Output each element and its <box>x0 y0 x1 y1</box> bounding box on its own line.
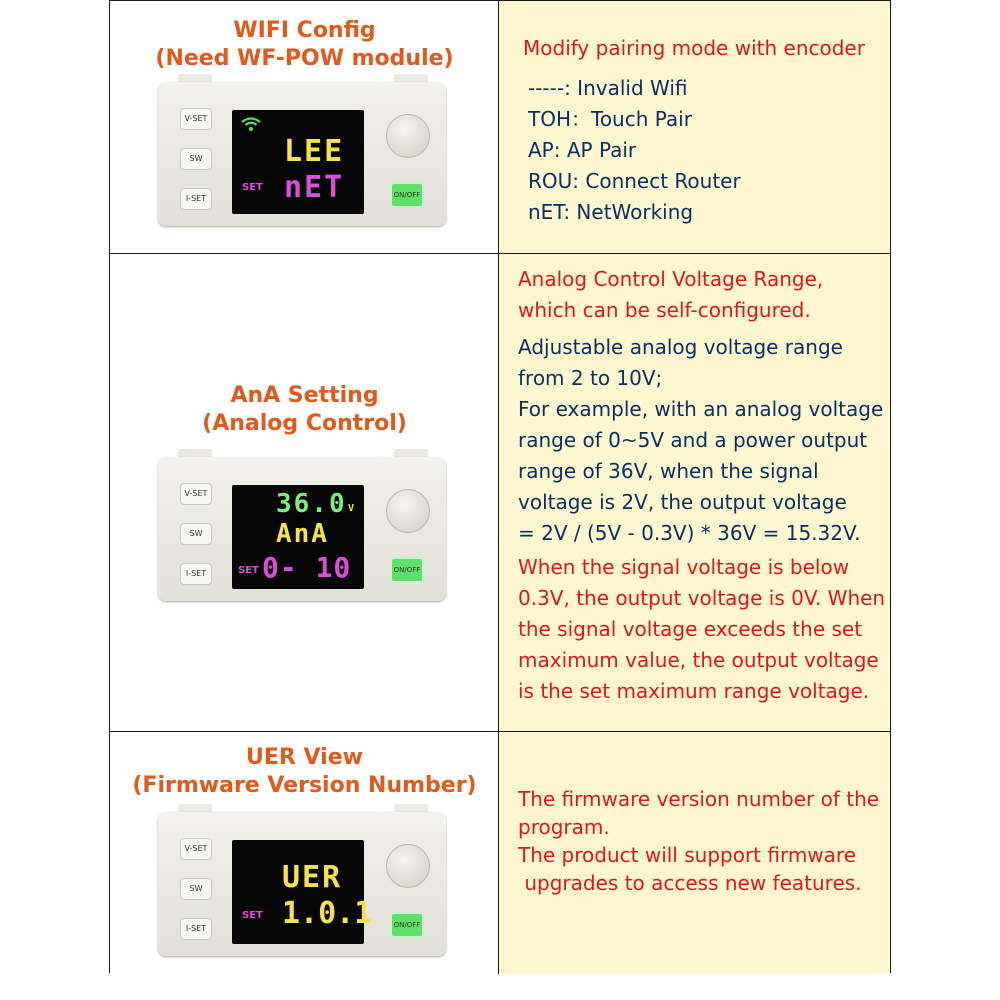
set-label: SET <box>242 182 263 193</box>
lcd-screen <box>232 110 364 214</box>
description-line: Adjustable analog voltage range <box>518 335 843 359</box>
lcd-screen <box>232 840 373 944</box>
uer-view-description <box>499 732 890 974</box>
description-line: is the set maximum range voltage. <box>518 679 870 703</box>
wifi-config-description <box>499 1 890 253</box>
lcd-voltage-unit: V <box>348 503 355 514</box>
on-off-button[interactable]: ON/OFF <box>390 912 424 938</box>
description-line: from 2 to 10V; <box>518 366 663 390</box>
on-off-button[interactable]: ON/OFF <box>390 182 424 208</box>
row-wifi-config <box>110 1 890 254</box>
description-line: upgrades to access new features. <box>518 871 862 895</box>
description-line: When the signal voltage is below <box>518 555 850 579</box>
info-table <box>109 0 891 973</box>
encoder-knob[interactable] <box>386 844 430 888</box>
i-set-button[interactable]: I-SET <box>180 188 212 210</box>
lcd-bottom-text: 1.0.1 <box>282 896 373 931</box>
uer-view-image-cell <box>110 732 499 974</box>
v-set-button[interactable]: V-SET <box>180 108 212 130</box>
description-line: voltage is 2V, the output voltage <box>518 490 847 514</box>
row-uer-view <box>110 732 890 974</box>
description-line: the signal voltage exceeds the set <box>518 617 863 641</box>
description-line: TOH：Touch Pair <box>528 107 692 131</box>
wifi-config-image-cell <box>110 1 499 253</box>
description-line: Analog Control Voltage Range, <box>518 267 824 291</box>
i-set-button[interactable]: I-SET <box>180 918 212 940</box>
ana-setting-image-cell <box>110 254 499 731</box>
row-ana-setting <box>110 254 890 732</box>
description-line: The firmware version number of the <box>518 787 880 811</box>
on-off-button[interactable]: ON/OFF <box>390 557 424 583</box>
description-line: nET: NetWorking <box>528 200 694 224</box>
description-line: 0.3V, the output voltage is 0V. When <box>518 586 886 610</box>
wifi-icon <box>240 116 262 132</box>
wifi-config-title: WIFI Config (Need WF-POW module) <box>155 18 454 71</box>
description-line: Modify pairing mode with encoder <box>523 36 865 60</box>
lcd-bottom-text: nET <box>284 170 345 205</box>
description-line: AP: AP Pair <box>528 138 637 162</box>
encoder-knob[interactable] <box>386 114 430 158</box>
lcd-voltage-text: 36.0 <box>276 489 347 519</box>
description-line: ROU: Connect Router <box>528 169 741 193</box>
description-line: = 2V / (5V - 0.3V) * 36V = 15.32V. <box>518 521 861 545</box>
ana-setting-description <box>499 254 890 731</box>
sw-button[interactable]: SW <box>180 878 212 900</box>
encoder-knob[interactable] <box>386 489 430 533</box>
lcd-bottom-text: 0- 10 <box>262 551 352 584</box>
sw-button[interactable]: SW <box>180 148 212 170</box>
ana-setting-title: AnA Setting (Analog Control) <box>202 383 407 436</box>
description-line: which can be self-configured. <box>518 298 811 322</box>
power-module-device <box>154 74 450 226</box>
v-set-button[interactable]: V-SET <box>180 483 212 505</box>
lcd-top-text: LEE <box>284 134 345 169</box>
lcd-screen <box>232 485 364 589</box>
description-line: maximum value, the output voltage <box>518 648 879 672</box>
description-line: For example, with an analog voltage <box>518 397 884 421</box>
i-set-button[interactable]: I-SET <box>180 563 212 585</box>
set-label: SET <box>238 565 259 576</box>
power-module-device <box>154 804 450 956</box>
description-line: program. <box>518 815 610 839</box>
uer-view-title: UER View (Firmware Version Number) <box>132 745 477 798</box>
v-set-button[interactable]: V-SET <box>180 838 212 860</box>
description-line: -----: Invalid Wifi <box>528 76 688 100</box>
sw-button[interactable]: SW <box>180 523 212 545</box>
lcd-mid-text: AnA <box>276 519 329 549</box>
description-line: The product will support firmware <box>518 843 857 867</box>
description-line: range of 0~5V and a power output <box>518 428 868 452</box>
power-module-device <box>154 449 450 601</box>
set-label: SET <box>242 910 263 921</box>
lcd-top-text: UER <box>282 860 343 895</box>
description-line: range of 36V, when the signal <box>518 459 819 483</box>
